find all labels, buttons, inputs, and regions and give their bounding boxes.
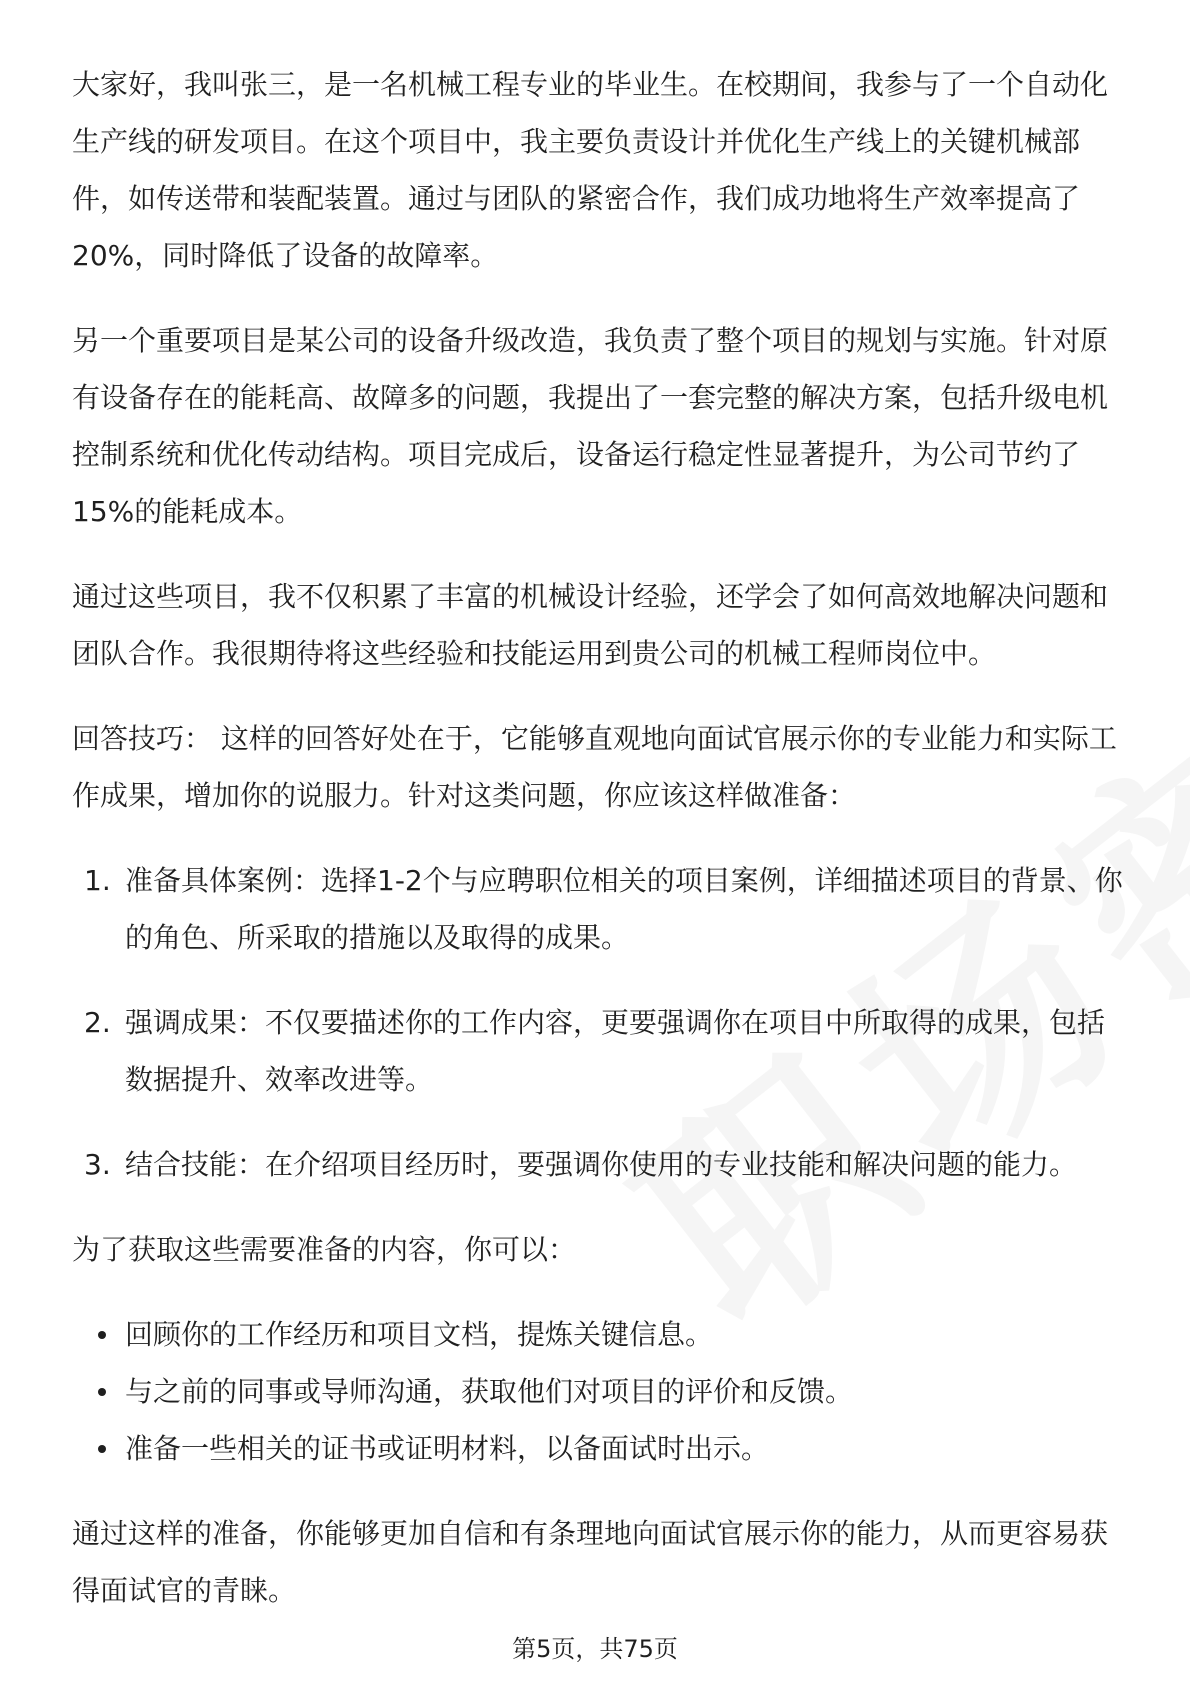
document-body <box>72 56 1132 1619</box>
list-item-number: 3. <box>84 1148 111 1181</box>
list-item-number: 2. <box>84 1006 111 1039</box>
list-item-text: 强调成果：不仅要描述你的工作内容，更要强调你在项目中所取得的成果，包括数据提升、效率改进等。 <box>125 1006 1106 1096</box>
list-item <box>72 1136 1132 1193</box>
list-item-text: 准备具体案例：选择1-2个与应聘职位相关的项目案例，详细描述项目的背景、你的角色、所采取的措施以及取得的成果。 <box>125 864 1123 954</box>
paragraph-intro: 大家好，我叫张三，是一名机械工程专业的毕业生。在校期间，我参与了一个自动化生产线的研发项目。在这个项目中，我主要负责设计并优化生产线上的关键机械部件，如传送带和装配装置。通过与团队的紧密合作，我们成功地将生产效率提高了20%，同时降低了设备的故障率。 <box>72 68 1109 272</box>
list-item <box>72 994 1132 1108</box>
paragraph-conclusion: 通过这样的准备，你能够更加自信和有条理地向面试官展示你的能力，从而更容易获得面试官的青睐。 <box>72 1517 1109 1607</box>
paragraph-preparation: 为了获取这些需要准备的内容，你可以： <box>72 1233 577 1266</box>
list-item-number: 1. <box>84 864 111 897</box>
page-number-footer: 第5页，共75页 <box>512 1635 678 1663</box>
bullet-list <box>72 1306 1132 1477</box>
bullet-item: 回顾你的工作经历和项目文档，提炼关键信息。 <box>72 1306 1132 1363</box>
bullet-item: 准备一些相关的证书或证明材料，以备面试时出示。 <box>72 1420 1132 1477</box>
list-item-text: 结合技能：在介绍项目经历时，要强调你使用的专业技能和解决问题的能力。 <box>125 1148 1078 1181</box>
bullet-item: 与之前的同事或导师沟通，获取他们对项目的评价和反馈。 <box>72 1363 1132 1420</box>
list-item <box>72 852 1132 966</box>
paragraph-project-two: 另一个重要项目是某公司的设备升级改造，我负责了整个项目的规划与实施。针对原有设备存在的能耗高、故障多的问题，我提出了一套完整的解决方案，包括升级电机控制系统和优化传动结构。项目完成后，设备运行稳定性显著提升，为公司节约了15%的能耗成本。 <box>72 324 1109 528</box>
numbered-list <box>72 852 1132 1193</box>
paragraph-summary: 通过这些项目，我不仅积累了丰富的机械设计经验，还学会了如何高效地解决问题和团队合作。我很期待将这些经验和技能运用到贵公司的机械工程师岗位中。 <box>72 580 1109 670</box>
paragraph-answer-tips: 回答技巧： 这样的回答好处在于，它能够直观地向面试官展示你的专业能力和实际工作成果，增加你的说服力。针对这类问题，你应该这样做准备： <box>72 722 1117 812</box>
